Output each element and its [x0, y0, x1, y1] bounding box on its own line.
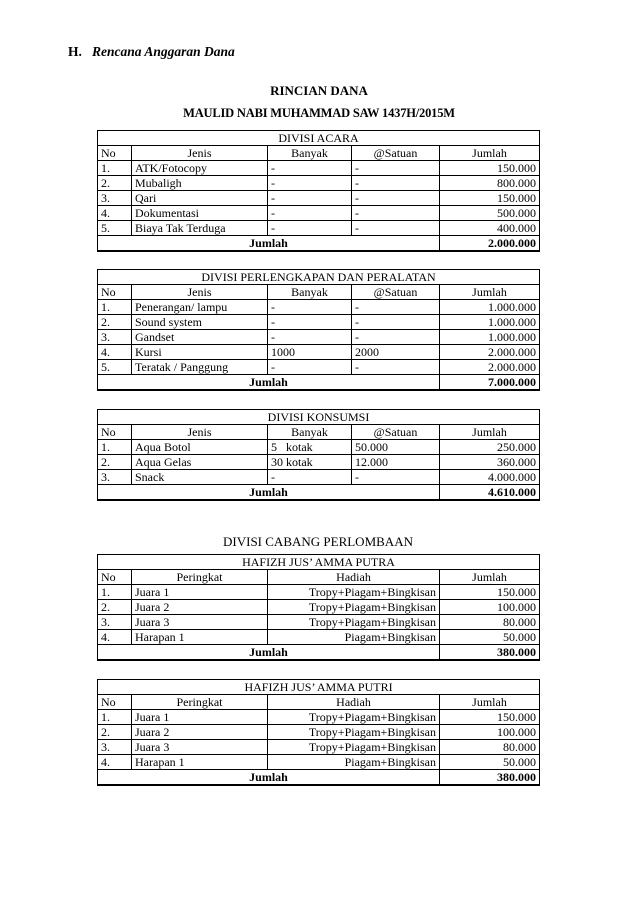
table-row	[98, 585, 540, 600]
table-row	[98, 455, 540, 470]
cell-jumlah: 1.000.000	[440, 330, 540, 345]
cell-no: 1.	[98, 710, 132, 725]
cell-jumlah: 150.000	[440, 161, 540, 176]
table-row	[98, 206, 540, 221]
cell-no: 2.	[98, 176, 132, 191]
title-line-2: MAULID NABI MUHAMMAD SAW 1437H/2015M	[183, 106, 455, 120]
table-row	[98, 161, 540, 176]
header-row	[98, 425, 540, 440]
table-divisi-acara	[97, 130, 540, 252]
total-row	[98, 485, 540, 501]
cell-jenis: Mubaligh	[132, 176, 268, 191]
cell-jenis: Aqua Gelas	[132, 455, 268, 470]
cell-jumlah: 150.000	[440, 710, 540, 725]
cell-banyak: -	[268, 360, 352, 375]
cell-jumlah: 80.000	[440, 615, 540, 630]
cell-jumlah: 1.000.000	[440, 315, 540, 330]
cell-banyak: 5 kotak	[268, 440, 352, 455]
cell-hadiah: Piagam+Bingkisan	[268, 630, 440, 645]
cell-peringkat: Juara 1	[132, 585, 268, 600]
col-header: Jenis	[132, 425, 268, 440]
cell-peringkat: Harapan 1	[132, 755, 268, 770]
total-label: Jumlah	[98, 645, 440, 661]
cell-hadiah: Tropy+Piagam+Bingkisan	[268, 600, 440, 615]
cell-satuan: 2000	[352, 345, 440, 360]
cell-satuan: -	[352, 300, 440, 315]
col-header: Jumlah	[440, 425, 540, 440]
cell-jumlah: 100.000	[440, 725, 540, 740]
cell-banyak: -	[268, 221, 352, 236]
table-title: HAFIZH JUS’ AMMA PUTRA	[98, 555, 540, 570]
col-header: Peringkat	[132, 570, 268, 585]
col-header: No	[98, 695, 132, 710]
cell-satuan: 50.000	[352, 440, 440, 455]
cell-jenis: Kursi	[132, 345, 268, 360]
cell-hadiah: Tropy+Piagam+Bingkisan	[268, 615, 440, 630]
cell-no: 4.	[98, 755, 132, 770]
total-row	[98, 375, 540, 391]
cell-satuan: -	[352, 360, 440, 375]
table-row	[98, 330, 540, 345]
cell-jumlah: 50.000	[440, 630, 540, 645]
cell-no: 4.	[98, 630, 132, 645]
cell-peringkat: Juara 3	[132, 740, 268, 755]
table-row	[98, 221, 540, 236]
table-row	[98, 300, 540, 315]
col-header: Jumlah	[440, 146, 540, 161]
cell-no: 3.	[98, 740, 132, 755]
cell-jenis: Qari	[132, 191, 268, 206]
cell-banyak: -	[268, 161, 352, 176]
total-label: Jumlah	[98, 485, 440, 501]
col-header: No	[98, 285, 132, 300]
cell-jumlah: 500.000	[440, 206, 540, 221]
cell-jumlah: 80.000	[440, 740, 540, 755]
cell-no: 3.	[98, 330, 132, 345]
table-row	[98, 440, 540, 455]
cell-hadiah: Tropy+Piagam+Bingkisan	[268, 725, 440, 740]
cell-jumlah: 100.000	[440, 600, 540, 615]
table-row	[98, 176, 540, 191]
cell-hadiah: Tropy+Piagam+Bingkisan	[268, 740, 440, 755]
table-hafizh-putra	[97, 554, 540, 661]
cell-banyak: -	[268, 300, 352, 315]
col-header: Peringkat	[132, 695, 268, 710]
total-value: 4.610.000	[440, 485, 540, 501]
cell-banyak: 30 kotak	[268, 455, 352, 470]
total-label: Jumlah	[98, 236, 440, 252]
cell-no: 4.	[98, 206, 132, 221]
table-row	[98, 360, 540, 375]
cell-no: 3.	[98, 615, 132, 630]
col-header: Jumlah	[440, 695, 540, 710]
cell-jumlah: 150.000	[440, 191, 540, 206]
title-line-1: RINCIAN DANA	[270, 83, 368, 98]
table-title: HAFIZH JUS’ AMMA PUTRI	[98, 680, 540, 695]
section-heading	[68, 44, 235, 60]
col-header: No	[98, 425, 132, 440]
cell-banyak: 1000	[268, 345, 352, 360]
col-header: Hadiah	[268, 695, 440, 710]
cell-banyak: -	[268, 191, 352, 206]
col-header: Jenis	[132, 146, 268, 161]
cell-banyak: -	[268, 315, 352, 330]
cell-no: 2.	[98, 600, 132, 615]
cell-jenis: Biaya Tak Terduga	[132, 221, 268, 236]
cell-satuan: -	[352, 315, 440, 330]
cell-banyak: -	[268, 470, 352, 485]
table-divisi-konsumsi	[97, 409, 540, 501]
total-value: 380.000	[440, 770, 540, 786]
cell-satuan: -	[352, 161, 440, 176]
cell-peringkat: Juara 1	[132, 710, 268, 725]
cell-satuan: -	[352, 206, 440, 221]
table-row	[98, 740, 540, 755]
col-header: @Satuan	[352, 285, 440, 300]
header-row	[98, 146, 540, 161]
cell-jenis: Dokumentasi	[132, 206, 268, 221]
section-title: Rencana Anggaran Dana	[92, 44, 235, 59]
cell-jenis: Penerangan/ lampu	[132, 300, 268, 315]
cell-peringkat: Juara 2	[132, 725, 268, 740]
cell-jumlah: 250.000	[440, 440, 540, 455]
cell-peringkat: Harapan 1	[132, 630, 268, 645]
cell-jenis: Sound system	[132, 315, 268, 330]
col-header: @Satuan	[352, 425, 440, 440]
table-hafizh-putri	[97, 679, 540, 786]
cell-no: 1.	[98, 300, 132, 315]
cell-jenis: ATK/Fotocopy	[132, 161, 268, 176]
cell-peringkat: Juara 2	[132, 600, 268, 615]
cell-no: 3.	[98, 470, 132, 485]
total-label: Jumlah	[98, 770, 440, 786]
table-row	[98, 600, 540, 615]
total-row	[98, 770, 540, 786]
table-row	[98, 710, 540, 725]
col-header: @Satuan	[352, 146, 440, 161]
cell-no: 5.	[98, 360, 132, 375]
cell-banyak: -	[268, 206, 352, 221]
cell-jenis: Aqua Botol	[132, 440, 268, 455]
cell-no: 3.	[98, 191, 132, 206]
cell-satuan: 12.000	[352, 455, 440, 470]
cell-no: 2.	[98, 315, 132, 330]
col-header: Jumlah	[440, 570, 540, 585]
cell-no: 2.	[98, 455, 132, 470]
cell-no: 4.	[98, 345, 132, 360]
cell-no: 5.	[98, 221, 132, 236]
total-row	[98, 236, 540, 252]
cell-hadiah: Tropy+Piagam+Bingkisan	[268, 585, 440, 600]
cell-no: 2.	[98, 725, 132, 740]
cell-jumlah: 4.000.000	[440, 470, 540, 485]
col-header: Banyak	[268, 285, 352, 300]
cell-satuan: -	[352, 470, 440, 485]
total-value: 380.000	[440, 645, 540, 661]
col-header: Hadiah	[268, 570, 440, 585]
table-row	[98, 630, 540, 645]
table-row	[98, 345, 540, 360]
cell-hadiah: Tropy+Piagam+Bingkisan	[268, 710, 440, 725]
table-title: DIVISI PERLENGKAPAN DAN PERALATAN	[98, 270, 540, 285]
cell-banyak: -	[268, 330, 352, 345]
cell-no: 1.	[98, 440, 132, 455]
total-label: Jumlah	[98, 375, 440, 391]
cell-no: 1.	[98, 585, 132, 600]
table-row	[98, 615, 540, 630]
cell-satuan: -	[352, 221, 440, 236]
cell-jumlah: 400.000	[440, 221, 540, 236]
table-row	[98, 755, 540, 770]
table-row	[98, 470, 540, 485]
col-header: Jumlah	[440, 285, 540, 300]
col-header: Banyak	[268, 425, 352, 440]
table-row	[98, 191, 540, 206]
lomba-title: DIVISI CABANG PERLOMBAAN	[223, 534, 413, 549]
table-title: DIVISI KONSUMSI	[98, 410, 540, 425]
header-row	[98, 285, 540, 300]
col-header: Jenis	[132, 285, 268, 300]
total-value: 2.000.000	[440, 236, 540, 252]
header-row	[98, 570, 540, 585]
cell-banyak: -	[268, 176, 352, 191]
cell-jumlah: 2.000.000	[440, 345, 540, 360]
cell-satuan: -	[352, 191, 440, 206]
cell-satuan: -	[352, 330, 440, 345]
cell-hadiah: Piagam+Bingkisan	[268, 755, 440, 770]
cell-jenis: Snack	[132, 470, 268, 485]
header-row	[98, 695, 540, 710]
total-value: 7.000.000	[440, 375, 540, 391]
cell-no: 1.	[98, 161, 132, 176]
total-row	[98, 645, 540, 661]
cell-jenis: Teratak / Panggung	[132, 360, 268, 375]
cell-satuan: -	[352, 176, 440, 191]
table-title: DIVISI ACARA	[98, 131, 540, 146]
table-divisi-perlengkapan	[97, 269, 540, 391]
document-title	[0, 80, 638, 124]
cell-jumlah: 150.000	[440, 585, 540, 600]
table-row	[98, 315, 540, 330]
cell-jumlah: 2.000.000	[440, 360, 540, 375]
cell-jumlah: 50.000	[440, 755, 540, 770]
cell-jumlah: 800.000	[440, 176, 540, 191]
table-row	[98, 725, 540, 740]
cell-jumlah: 360.000	[440, 455, 540, 470]
cell-jumlah: 1.000.000	[440, 300, 540, 315]
cell-peringkat: Juara 3	[132, 615, 268, 630]
col-header: No	[98, 146, 132, 161]
col-header: Banyak	[268, 146, 352, 161]
cell-jenis: Gandset	[132, 330, 268, 345]
col-header: No	[98, 570, 132, 585]
section-letter: H.	[68, 44, 82, 59]
